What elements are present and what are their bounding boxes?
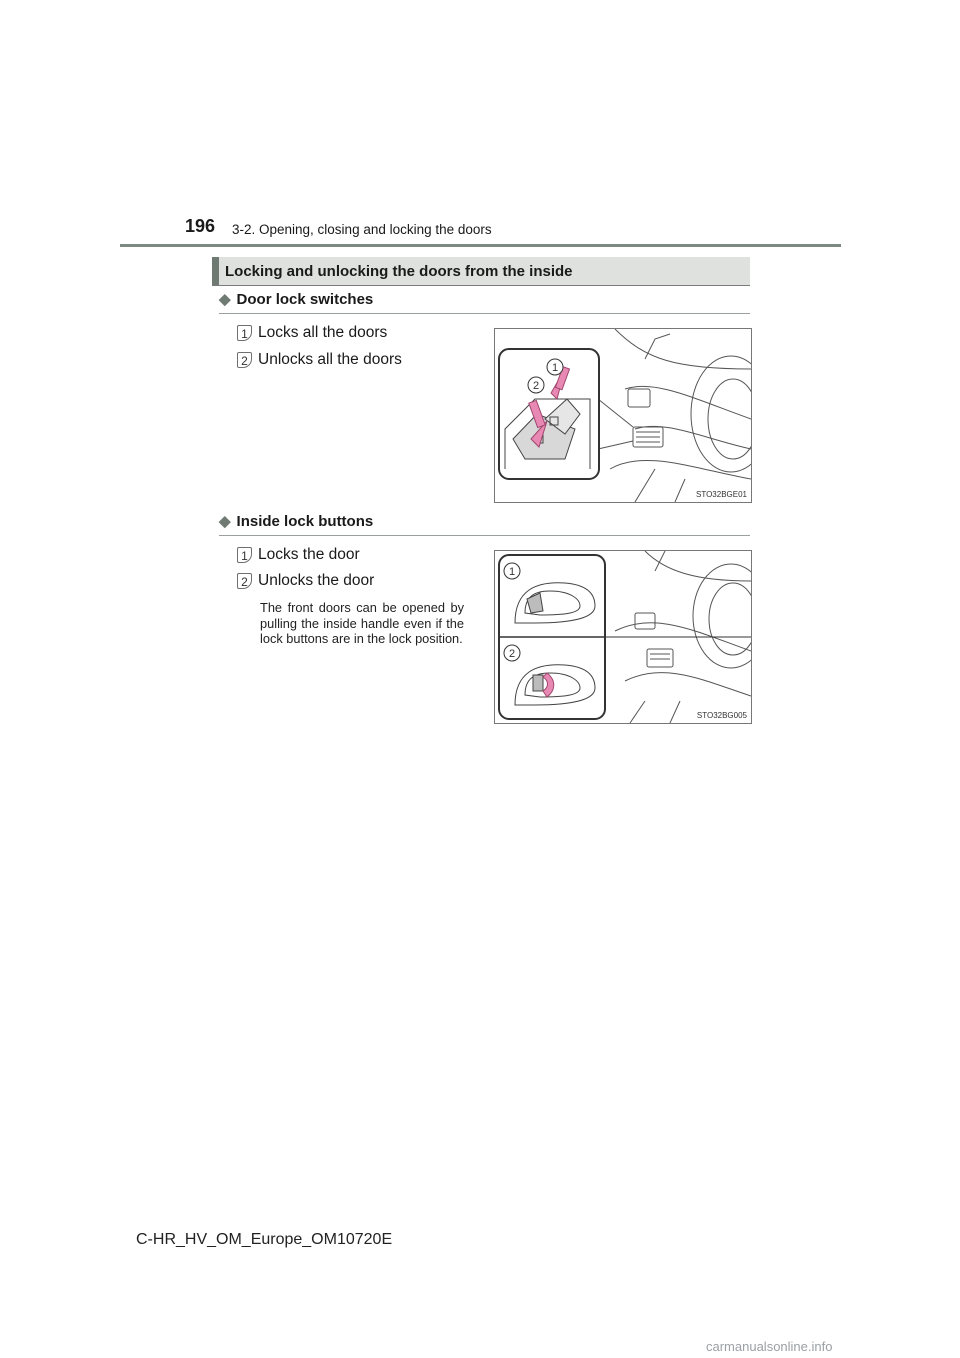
section-title: Locking and unlocking the doors from the inside [225,263,573,280]
step-text: Unlocks all the doors [258,351,402,368]
figure-code: STO32BGE01 [696,490,747,499]
step-number-badge: 1 [237,547,252,563]
chapter-title: 3-2. Opening, closing and locking the doors [232,222,492,237]
header-divider [120,244,841,247]
step-number-badge: 2 [237,352,252,368]
step-text: Locks the door [258,546,360,563]
inside-lock-button-illustration [494,550,752,724]
step-unlock-door [237,572,374,590]
step-lock-all [237,324,387,342]
page-number: 196 [185,216,216,236]
callout-2: 2 [509,648,516,660]
step-number-badge: 2 [237,573,252,589]
subheading-divider [219,535,750,536]
subheading-label: Inside lock buttons [236,513,374,530]
note-paragraph: The front doors can be opened by pulling the inside handle even if the lock buttons are in the lock position. [260,600,464,647]
subheading-divider [219,313,750,314]
step-text: Locks all the doors [258,324,388,341]
step-unlock-all [237,351,402,369]
step-number-badge: 1 [237,325,252,341]
watermark: carmanualsonline.info [706,1339,833,1354]
door-lock-switch-illustration [494,328,752,503]
dashboard-drawing [495,329,751,502]
section-heading [212,257,750,286]
section-accent [212,257,219,285]
diamond-bullet-icon: ◆ [219,291,231,308]
door-handle-drawing [495,551,751,723]
diamond-bullet-icon: ◆ [219,513,231,530]
callout-1: 1 [552,362,559,374]
step-text: Unlocks the door [258,572,375,589]
document-id: C-HR_HV_OM_Europe_OM10720E [136,1231,393,1248]
subheading-door-lock-switches [219,290,373,308]
callout-2: 2 [533,380,540,392]
callout-1: 1 [509,566,516,578]
subheading-inside-lock-buttons [219,512,373,530]
subheading-label: Door lock switches [236,291,374,308]
figure-code: STO32BG005 [696,711,747,720]
step-lock-door [237,546,360,564]
